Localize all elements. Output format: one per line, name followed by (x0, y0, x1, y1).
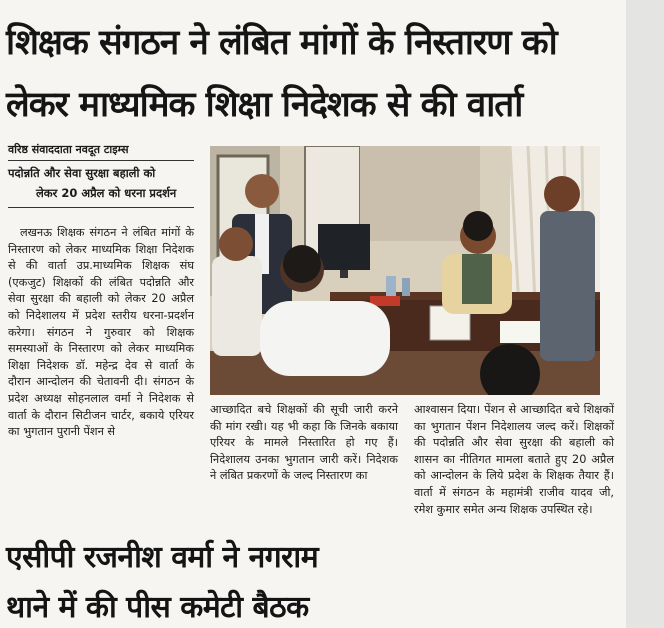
news-photo (210, 146, 600, 395)
headline-line-2: लेकर माध्यमिक शिक्षा निदेशक से की वार्ता (6, 85, 523, 125)
headline-line-1: शिक्षक संगठन ने लंबित मांगों के निस्तारण को (6, 23, 557, 63)
second-headline-line-2: थाने में की पीस कमेटी बैठक (6, 590, 309, 625)
byline-rule (8, 160, 194, 161)
subheadline-line-2: लेकर 20 अप्रैल को धरना प्रदर्शन (36, 186, 177, 200)
meeting-photo-illustration (210, 146, 600, 395)
article-column-3: आश्वासन दिया। पेंशन से आच्छादित बचे शिक्षकों का भुगतान पेंशन निदेशालय जल्द करें। शिक्षकों की पदोन्नति और सेवा सुरक्षा की बहाली को शासन का नीतिगत मामला बताते हुए 20 अप्रैल को आन्दोलन के लिये प्रदेश के शिक्षक तैयार हैं। वार्ता में संगठन के महामंत्री राजीव यादव जी, रमेश कुमार समेत अन्य शिक्षक उपस्थित रहे। (414, 403, 614, 516)
article-column-2: आच्छादित बचे शिक्षकों की सूची जारी करने की मांग रखी। यह भी कहा कि जिनके बकाया एरियर के मामले निस्तारित हो गए हैं। निदेशालय उनका भुगतान जारी करें। निदेशक ने लंबित प्रकरणों के जल्द निस्तारण का (210, 403, 398, 483)
byline: वरिष्ठ संवाददाता नवदूत टाइम्स (8, 143, 129, 156)
article-column-1 (8, 225, 194, 441)
subheadline-line-1: पदोन्नति और सेवा सुरक्षा बहाली को (8, 166, 156, 180)
subheadline-rule (8, 207, 194, 208)
article-column-1-text: लखनऊ शिक्षक संगठन ने लंबित मांगों के निस्तारण को लेकर माध्यमिक शिक्षा निदेशक से की वार्ता उप्र.माध्यमिक शिक्षक संघ (एकजुट) शिक्षकों की लंबित पदोन्नति और सेवा सुरक्षा की बहाली को लेकर 20 अप्रैल को निदेशालय में प्रदेश स्तरीय धरना-प्रदर्शन करेगा। संगठन ने गुरुवार को शिक्षक समस्याओं के निस्तारण को लेकर माध्यमिक शिक्षा निदेशक डॉ. महेन्द्र देव से वार्ता के दौरान आन्दोलन की चेतावनी दी। संगठन के प्रदेश अध्यक्ष सोहनलाल वर्मा ने निदेशक से वार्ता के दौरान सिटीजन चार्टर, बकाये एरियर का भुगतान पुरानी पेंशन से (8, 226, 194, 439)
second-headline-line-1: एसीपी रजनीश वर्मा ने नगराम (6, 540, 319, 575)
background-strip (626, 0, 664, 628)
